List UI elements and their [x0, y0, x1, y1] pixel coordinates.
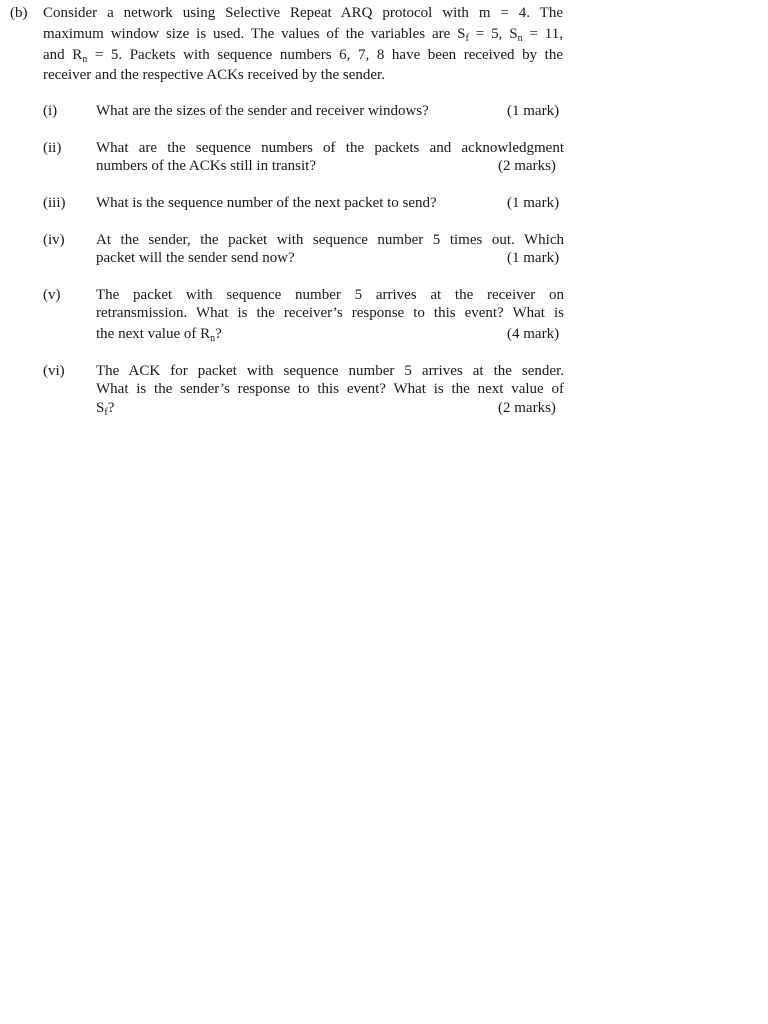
- question-text: packet will the sender send now?: [96, 250, 295, 266]
- question-text: What are the sizes of the sender and receiver windows?: [96, 103, 429, 119]
- question-number: (i): [43, 103, 58, 119]
- question-text: What is the sender’s response to this event? What is the next value of: [96, 381, 564, 397]
- intro-line-2: maximum window size is used. The values of the variables are $S_f = 5$, $S_n = 11$,: [43, 26, 563, 44]
- question-text: The packet with sequence number 5 arrives at the receiver on: [96, 287, 564, 303]
- marks-label: (1 mark): [507, 250, 560, 266]
- question-number: (vi): [43, 363, 65, 379]
- marks-label: (2 marks): [498, 158, 556, 174]
- question-number: (iii): [43, 195, 66, 211]
- question-text: The ACK for packet with sequence number 5 arrives at the sender.: [96, 363, 564, 379]
- marks-label: (4 mark): [507, 326, 560, 342]
- question-text: retransmission. What is the receiver’s response to this event? What is: [96, 305, 564, 321]
- question-number: (iv): [43, 232, 65, 248]
- question-text: What is the sequence number of the next packet to send?: [96, 195, 437, 211]
- question-number: (v): [43, 287, 61, 303]
- intro-line-4: receiver and the respective ACKs received by the sender.: [43, 67, 385, 83]
- intro-line-3: and $R_n = 5$. Packets with sequence numbers 6, 7, 8 have been received by the: [43, 47, 563, 65]
- question-text: At the sender, the packet with sequence number 5 times out. Which: [96, 232, 564, 248]
- question-text: numbers of the ACKs still in transit?: [96, 158, 316, 174]
- question-number: (ii): [43, 140, 62, 156]
- marks-label: (1 mark): [507, 195, 560, 211]
- question-text: the next value of $R_n$?: [96, 326, 222, 344]
- question-text: $S_f$?: [96, 400, 115, 418]
- question-text: What are the sequence numbers of the packets and acknowledgment: [96, 140, 564, 156]
- marks-label: (2 marks): [498, 400, 556, 416]
- part-label: (b): [10, 5, 28, 21]
- marks-label: (1 mark): [507, 103, 560, 119]
- intro-line-1: Consider a network using Selective Repeat ARQ protocol with m = 4. The: [43, 5, 563, 21]
